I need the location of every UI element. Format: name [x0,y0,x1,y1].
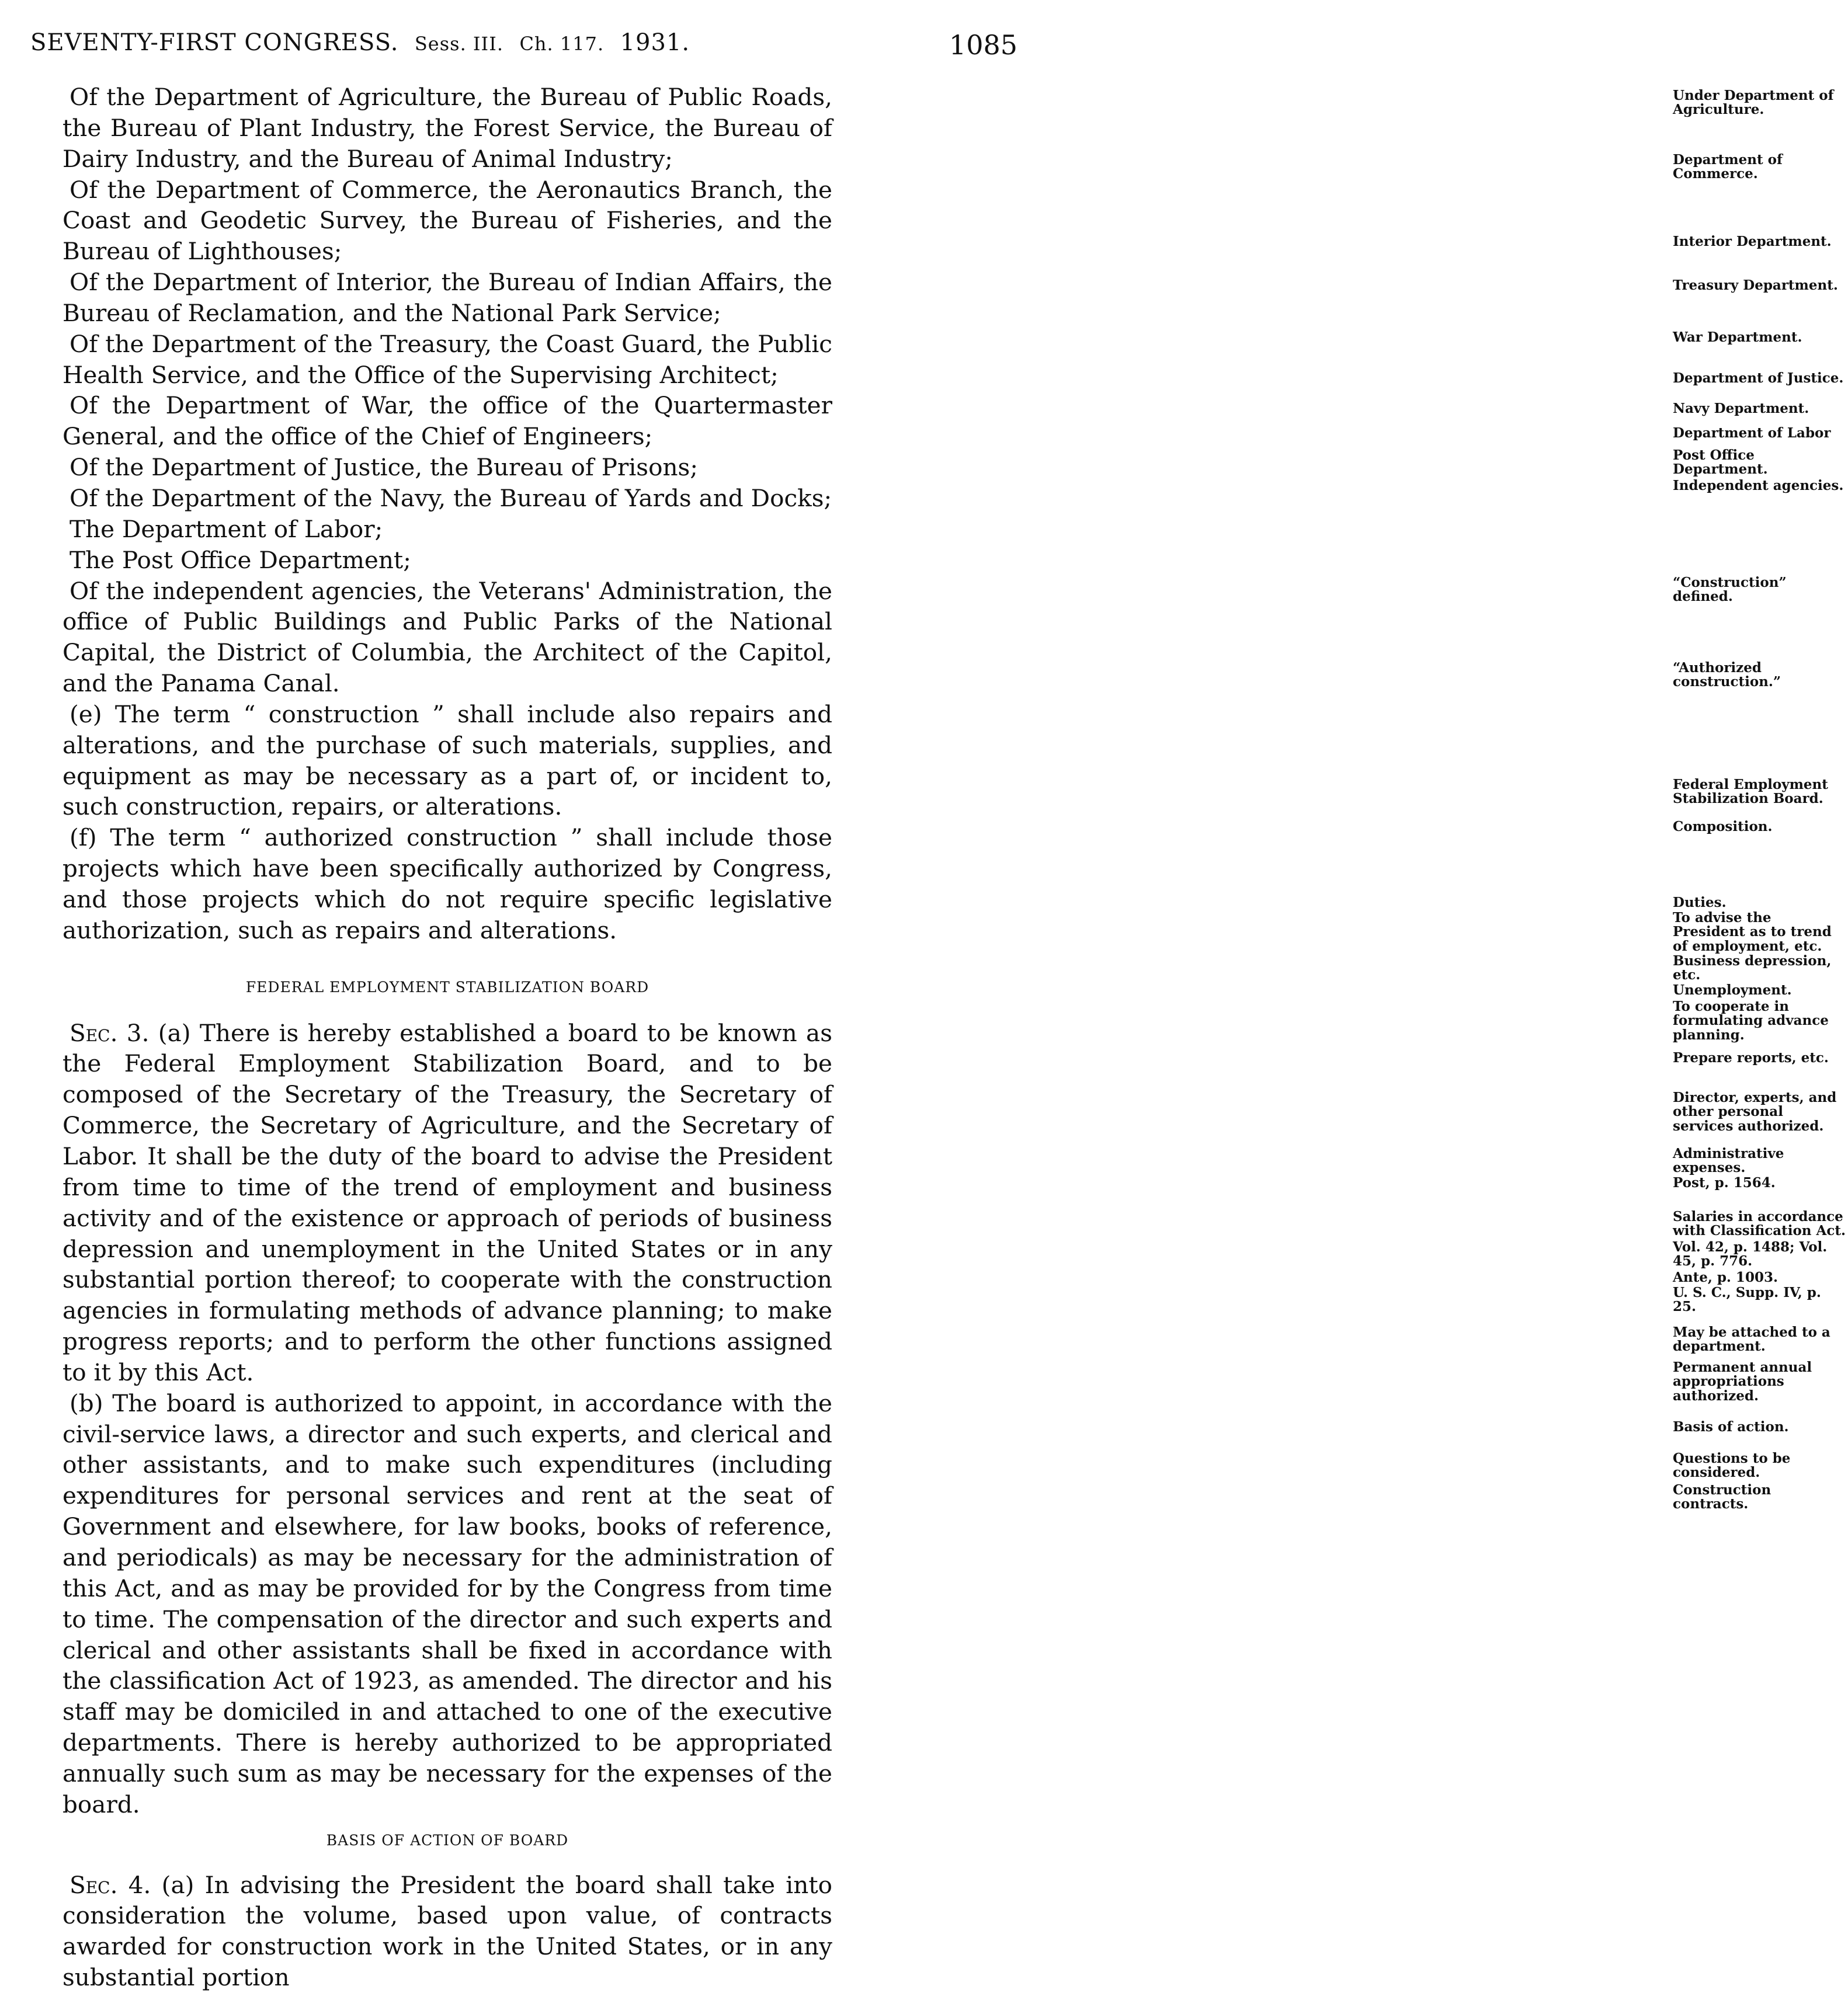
margin-note: War Department. [1673,329,1802,345]
session-label: Sess. III. [414,33,503,55]
section-3-caption: FEDERAL EMPLOYMENT STABILIZATION BOARD [245,978,649,996]
margin-note: Construction contracts. [1673,1482,1771,1512]
paragraph-justice: Of the Department of Justice, the Bureau of Prisons; [70,453,698,482]
margin-note: Composition. [1673,819,1773,834]
margin-note: Ante, p. 1003. [1673,1269,1778,1285]
margin-note: Interior Department. [1673,234,1832,249]
margin-note: Post, p. 1564. [1673,1175,1776,1191]
margin-note: May be attached to a department. [1673,1324,1830,1355]
running-head-title: SEVENTY-FIRST CONGRESS. [30,29,399,56]
chapter-label: Ch. 117. [519,33,605,55]
section-4-paragraph-a [62,1870,832,1993]
paragraph-post-office: The Post Office Department; [70,545,411,574]
margin-note: U. S. C., Supp. IV, p. 25. [1673,1285,1821,1315]
margin-note: Treasury Department. [1673,277,1838,293]
margin-note: To cooperate in formulating advance planning. [1673,999,1829,1043]
section-3-label: Sec. 3. [70,1018,150,1047]
section-3-paragraph-b: (b) The board is authorized to appoint, in accordance with the civil-service laws, a director and such experts, and clerical and other assistants, and to make such expenditures (including expenditures for personal services and rent at the seat of Government and elsewhere, for law books, books of reference, and periodicals) as may be necessary for the administration of this Act, and as may be provided for by the Congress from time to time. The compensation of the director and such experts and clerical and other assistants shall be fixed in accordance with the classification Act of 1923, as amended. The director and his staff may be domiciled in and attached to one of the executive departments. There is hereby authorized to be appropriated annually such sum as may be necessary for the expenses of the board. [62,1389,832,1818]
year-label: 1931. [620,29,690,56]
margin-note: Permanent annual appropriations authorized. [1673,1359,1812,1404]
paragraph-labor: The Department of Labor; [70,514,383,543]
margin-note: Duties. [1673,895,1727,910]
margin-note: Department of Commerce. [1673,152,1783,182]
margin-note: Vol. 42, p. 1488; Vol. 45, p. 776. [1673,1239,1828,1269]
margin-note: Department of Labor [1673,425,1831,441]
margin-note: Salaries in accordance with Classification Act. [1673,1209,1846,1239]
main-text [62,82,832,1993]
margin-note: “Authorized construction.” [1673,660,1781,690]
section-3-text-a: (a) There is hereby established a board to be known as the Federal Employment Stabilization Board, and to be composed of the Secretary of the Treasury, the Secretary of Commerce, the Secretary of Agriculture, and the Secretary of Labor. It shall be the duty of the board to advise the President from time to time of the trend of employment and business activity and of the existence or approach of periods of business depression and unemployment in the United States or in any substantial portion thereof; to cooperate with the construction agencies in formulating methods of advance planning; to make progress reports; and to perform the other functions assigned to it by this Act. [62,1018,832,1386]
margin-note: Questions to be considered. [1673,1451,1791,1481]
section-4-text-a: (a) In advising the President the board shall take into consideration the volume, based upon value, of contracts awarded for construction work in the United States, or in any substantial portion [62,1870,832,1992]
page-number: 1085 [949,29,1017,61]
margin-note: “Construction” defined. [1673,575,1787,605]
paragraph-construction-defined: (e) The term “ construction ” shall include also repairs and alterations, and the purchase of such materials, supplies, and equipment as may be necessary as a part of, or incident to, such construction, repairs, or alterations. [62,700,832,821]
margin-note: Unemployment. [1673,982,1792,998]
margin-note: Business depression, etc. [1673,953,1832,983]
margin-note: Post Office Department. [1673,447,1768,478]
margin-note: Basis of action. [1673,1419,1789,1435]
section-4-caption: BASIS OF ACTION OF BOARD [326,1831,569,1849]
paragraph-war: Of the Department of War, the office of the Quartermaster General, and the office of the Chief of Engineers; [62,391,832,451]
paragraph-interior: Of the Department of Interior, the Bureau of Indian Affairs, the Bureau of Reclamation, and the National Park Service; [62,268,832,327]
margin-note: Director, experts, and other personal services authorized. [1673,1090,1837,1134]
margin-note: Federal Employment Stabilization Board. [1673,777,1828,807]
margin-note: Under Department of Agriculture. [1673,88,1834,118]
margin-note: Administrative expenses. [1673,1146,1784,1176]
margin-note: Independent agencies. [1673,478,1844,493]
paragraph-navy: Of the Department of the Navy, the Bureau of Yards and Docks; [70,484,832,512]
paragraph-authorized-construction: (f) The term “ authorized construction ” shall include those projects which have been specifically authorized by Congress, and those projects which do not require specific legislative authorization, such as repairs and alterations. [62,823,832,944]
section-3-paragraph-a [62,1018,832,1388]
margin-note: Prepare reports, etc. [1673,1050,1829,1066]
margin-note: To advise the President as to trend of employment, etc. [1673,910,1832,954]
margin-note: Department of Justice. [1673,370,1844,386]
paragraph-commerce: Of the Department of Commerce, the Aeronautics Branch, the Coast and Geodetic Survey, the Bureau of Fisheries, and the Bureau of Lighthouses; [62,175,832,266]
page-header [30,29,1017,64]
running-head [30,29,690,56]
paragraph-treasury: Of the Department of the Treasury, the Coast Guard, the Public Health Service, and the Office of the Supervising Architect; [62,329,832,389]
section-4-label: Sec. 4. [70,1870,151,1899]
margin-note: Navy Department. [1673,401,1809,416]
paragraph-independent-agencies: Of the independent agencies, the Veterans' Administration, the office of Public Buildings and Public Parks of the National Capital, the District of Columbia, the Architect of the Capitol, and the Panama Canal. [62,576,832,698]
paragraph-agriculture: Of the Department of Agriculture, the Bureau of Public Roads, the Bureau of Plant Industry, the Forest Service, the Bureau of Dairy Industry, and the Bureau of Animal Industry; [62,83,832,173]
